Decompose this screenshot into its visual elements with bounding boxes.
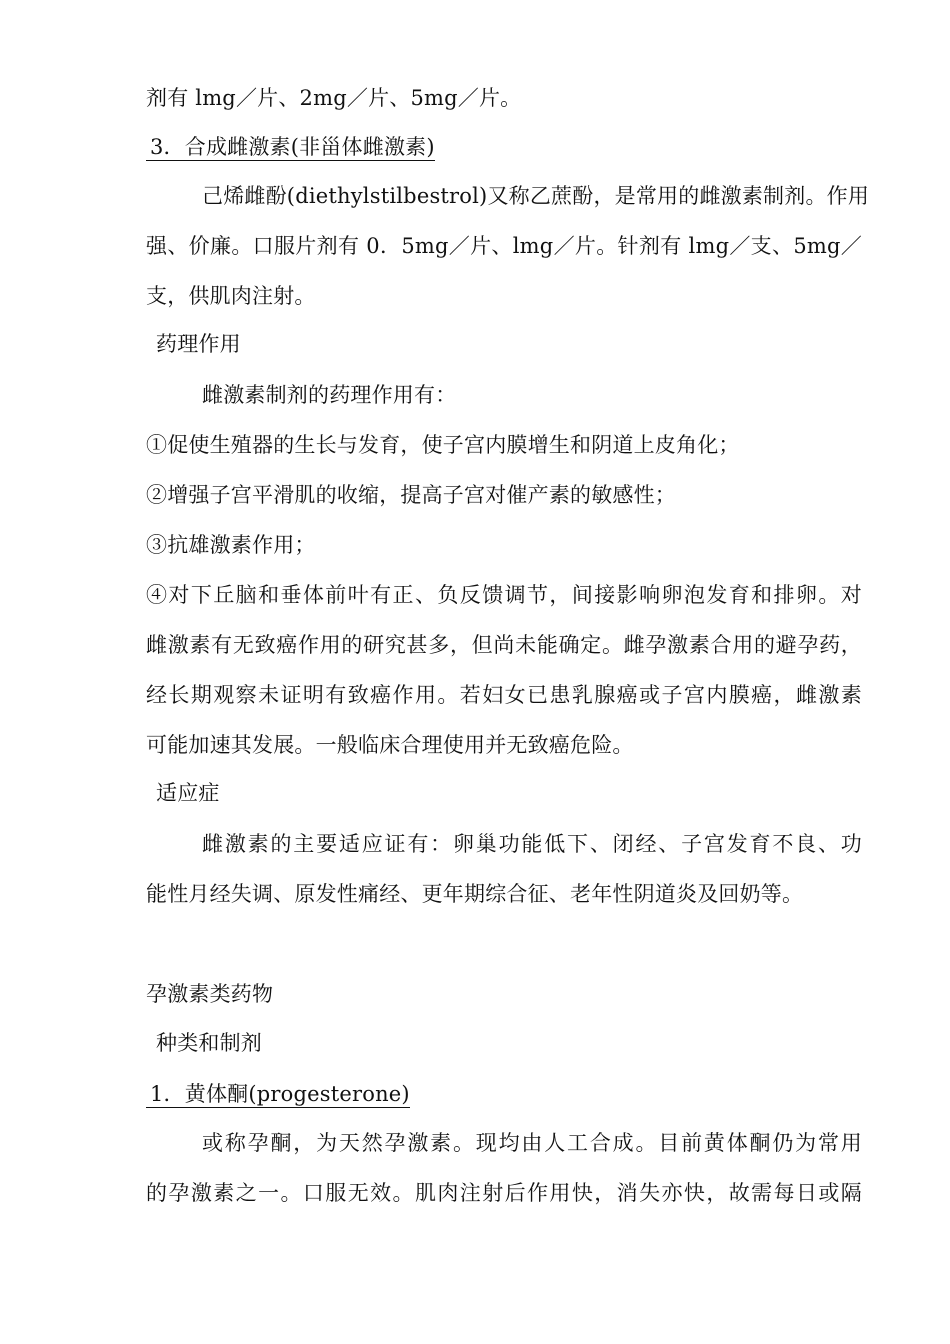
subheading-pharmacology: 药理作用: [156, 332, 241, 356]
paragraph-line: 雌激素制剂的药理作用有：: [202, 383, 457, 407]
subheading-indications: 适应症: [156, 781, 220, 805]
list-item: ①促使生殖器的生长与发育，使子宫内膜增生和阴道上皮角化；: [146, 433, 740, 457]
paragraph-line: 或称孕酮，为天然孕激素。现均由人工合成。目前黄体酮仍为常用: [202, 1131, 862, 1155]
section-heading-synthetic-estrogen: 3．合成雌激素(非甾体雌激素): [146, 133, 862, 161]
paragraph-line: 可能加速其发展。一般临床合理使用并无致癌危险。: [146, 733, 634, 757]
subheading-types-and-preparations: 种类和制剂: [156, 1031, 262, 1055]
list-item: ②增强子宫平滑肌的收缩，提高子宫对催产素的敏感性；: [146, 483, 676, 507]
paragraph-line: 强、价廉。口服片剂有 0．5mg／片、lmg／片。针剂有 lmg／支、5mg／: [146, 234, 862, 258]
list-item: ④对下丘脑和垂体前叶有正、负反馈调节，间接影响卵泡发育和排卵。对: [146, 583, 862, 607]
paragraph-line: 剂有 lmg／片、2mg／片、5mg／片。: [146, 86, 522, 110]
paragraph-line: 能性月经失调、原发性痛经、更年期综合征、老年性阴道炎及回奶等。: [146, 882, 804, 906]
paragraph-line: 己烯雌酚(diethylstilbestrol)又称乙蔗酚，是常用的雌激素制剂。作用: [202, 184, 870, 208]
section-heading-progesterone: 1．黄体酮(progesterone): [146, 1080, 862, 1108]
list-item: ③抗雄激素作用；: [146, 533, 316, 557]
paragraph-line: 经长期观察未证明有致癌作用。若妇女已患乳腺癌或子宫内膜癌，雌激素: [146, 683, 862, 707]
paragraph-line: 雌激素有无致癌作用的研究甚多，但尚未能确定。雌孕激素合用的避孕药，: [146, 633, 862, 657]
paragraph-line: 雌激素的主要适应证有：卵巢功能低下、闭经、子宫发育不良、功: [202, 832, 862, 856]
section-title-progestogens: 孕激素类药物: [146, 982, 274, 1006]
paragraph-line: 支，供肌肉注射。: [146, 284, 316, 308]
paragraph-line: 的孕激素之一。口服无效。肌肉注射后作用快，消失亦快，故需每日或隔: [146, 1181, 862, 1205]
